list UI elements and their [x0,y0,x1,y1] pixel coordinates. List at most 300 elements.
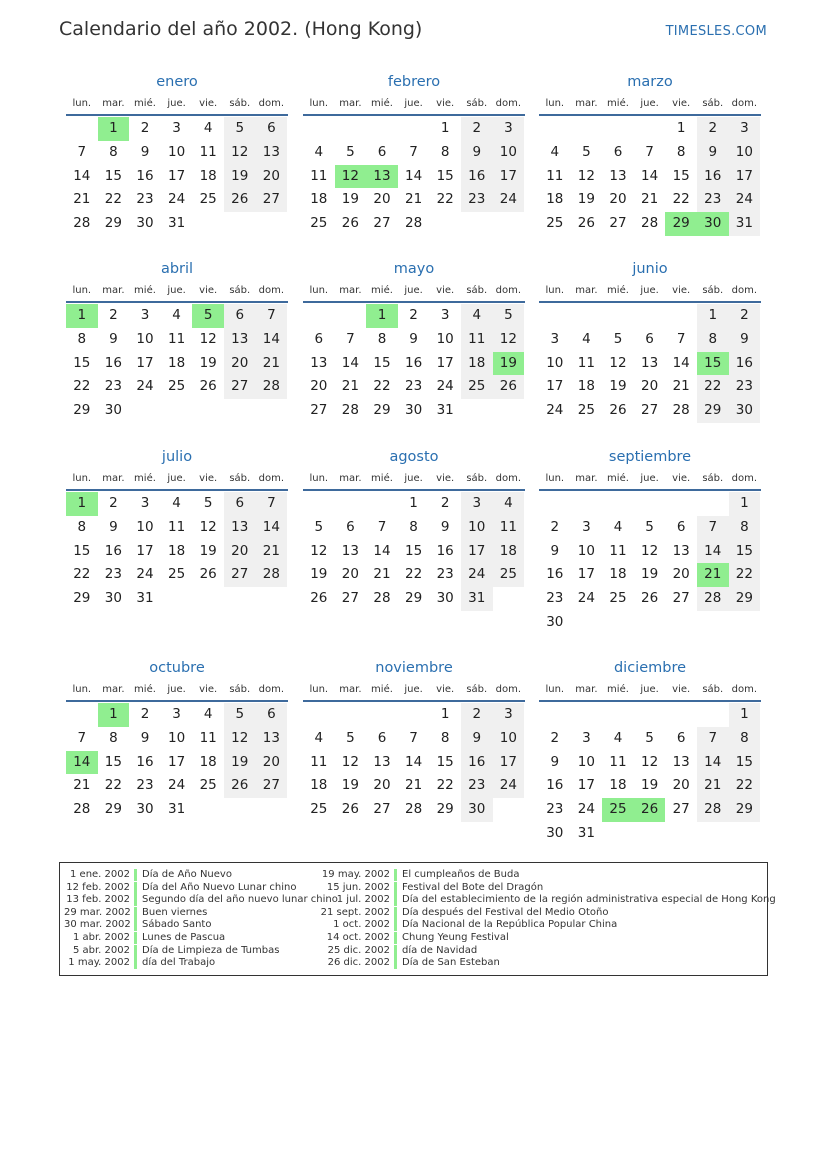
month-abril [66,259,288,423]
weekday-header [539,92,761,116]
weekday-label: mar. [339,472,362,484]
day-cell: 5 [493,304,525,328]
holiday-item [316,894,776,907]
holiday-item [64,894,338,907]
holiday-item [316,907,776,920]
day-cell: 11 [199,729,217,746]
empty-cell [665,304,697,328]
day-cell: 7 [377,518,387,535]
day-cell: 16 [546,566,564,583]
empty-cell [398,117,430,141]
day-cell: 13 [256,727,288,751]
day-cell: 17 [493,751,525,775]
day-cell: 4 [203,706,213,722]
empty-cell [461,399,493,423]
day-cell: 14 [256,516,288,540]
day-cell: 28 [73,801,91,818]
weekday-label: dom. [258,472,285,484]
empty-cell [697,611,729,635]
day-cell: 21 [697,563,729,587]
weekday-label: sáb. [702,472,724,484]
weekday-label: sáb. [229,472,251,484]
day-cell: 26 [341,215,359,232]
week-row [539,727,761,751]
day-cell: 14 [256,328,288,352]
empty-cell [634,703,666,727]
empty-cell [335,304,367,328]
weekday-label: mié. [134,683,156,695]
day-cell: 3 [729,117,761,141]
day-cell: 15 [373,354,391,371]
weekday-label: mar. [575,683,598,695]
week-row [303,563,525,587]
holiday-item [316,869,776,882]
day-cell: 15 [436,753,454,770]
day-cell: 31 [461,587,493,611]
day-cell: 23 [436,566,454,583]
week-row [539,822,761,846]
day-cell: 15 [104,753,122,770]
weekday-label: mar. [102,284,125,296]
day-cell: 15 [404,542,423,559]
day-cell: 2 [461,117,493,141]
day-cell: 18 [577,378,595,395]
day-cell: 16 [546,777,564,794]
weekday-label: mié. [371,284,393,296]
day-cell: 8 [697,328,729,352]
weekday-label: mié. [371,683,393,695]
weekday-label: jue. [167,97,186,109]
day-cell: 23 [729,375,761,399]
holiday-marker [394,907,397,919]
empty-cell [602,822,634,846]
holiday-date: 29 mar. 2002 [64,906,131,918]
day-cell: 5 [203,495,213,511]
weekday-label: jue. [404,683,423,695]
day-cell: 18 [167,542,186,559]
day-cell: 17 [577,777,595,794]
week-row [539,540,761,564]
day-cell: 4 [314,143,324,160]
month-name: noviembre [375,660,453,676]
day-cell: 17 [577,566,595,583]
week-row [539,188,761,212]
day-cell: 15 [104,167,122,184]
day-cell: 1 [98,117,130,141]
weekday-label: lun. [72,683,92,695]
holiday-name: Buen viernes [142,906,208,918]
empty-cell [192,798,224,822]
day-cell: 27 [373,215,391,232]
week-row [539,611,761,635]
empty-cell [303,117,335,141]
week-row [539,117,761,141]
weekday-label: dom. [258,97,285,109]
day-cell: 12 [577,167,595,184]
day-cell: 3 [172,120,181,136]
day-cell: 25 [609,590,627,607]
weekday-label: mié. [134,284,156,296]
day-cell: 8 [77,330,87,347]
day-cell: 28 [373,590,391,607]
day-cell: 23 [461,774,493,798]
day-cell: 26 [493,375,525,399]
weekday-label: vie. [199,472,218,484]
day-cell: 14 [404,753,423,770]
week-row [66,563,288,587]
day-cell: 18 [493,540,525,564]
day-cell: 14 [341,354,359,371]
day-cell: 3 [582,518,591,535]
empty-cell [634,492,666,516]
month-diciembre [539,658,761,846]
weekday-label: dom. [731,683,758,695]
empty-cell [729,822,761,846]
day-cell: 31 [167,215,186,232]
weekday-header [303,279,525,303]
day-cell: 25 [199,777,217,794]
holiday-name: Día del establecimiento de la región administrativa especial de Hong Kong [402,894,776,906]
weekday-header [539,279,761,303]
day-cell: 28 [256,563,288,587]
day-cell: 11 [310,753,328,770]
day-cell: 23 [461,188,493,212]
week-row [539,141,761,165]
holiday-date: 25 dic. 2002 [327,944,390,956]
holiday-item [64,882,338,895]
day-cell: 6 [224,492,256,516]
day-cell: 13 [256,141,288,165]
day-cell: 9 [550,542,560,559]
holiday-name: Día después del Festival del Medio Otoño [402,906,609,918]
day-cell: 6 [256,117,288,141]
day-cell: 29 [729,587,761,611]
weekday-label: sáb. [229,284,251,296]
holiday-name: Día de Año Nuevo [142,869,232,880]
weekday-header [66,92,288,116]
empty-cell [697,492,729,516]
day-cell: 7 [697,516,729,540]
weekday-label: sáb. [466,472,488,484]
weekday-header [303,467,525,491]
day-cell: 21 [404,191,423,208]
holiday-marker [394,894,397,906]
week-row [303,540,525,564]
weekday-label: lun. [545,284,565,296]
holiday-date: 1 ene. 2002 [70,869,130,880]
week-row [539,352,761,376]
brand-link[interactable]: TIMESLES.COM [665,24,767,39]
day-cell: 26 [634,798,666,822]
day-cell: 19 [224,751,256,775]
day-cell: 31 [577,824,595,841]
empty-cell [303,304,335,328]
day-cell: 19 [341,191,359,208]
day-cell: 25 [310,801,328,818]
day-cell: 4 [461,304,493,328]
day-cell: 1 [697,304,729,328]
day-cell: 24 [136,566,154,583]
day-cell: 15 [697,352,729,376]
month-mayo [303,259,525,423]
week-row [303,587,525,611]
weekday-label: lun. [309,284,329,296]
month-agosto [303,447,525,611]
holiday-item [64,945,338,958]
day-cell: 27 [373,801,391,818]
day-cell: 19 [199,354,217,371]
weekday-label: jue. [404,472,423,484]
day-cell: 13 [224,328,256,352]
day-cell: 28 [341,402,359,419]
empty-cell [256,798,288,822]
day-cell: 29 [73,402,91,419]
day-cell: 30 [436,590,454,607]
day-cell: 22 [436,777,454,794]
week-row [303,516,525,540]
weekday-label: jue. [640,472,659,484]
day-cell: 25 [461,375,493,399]
empty-cell [303,492,335,516]
day-cell: 20 [256,165,288,189]
day-cell: 2 [140,120,150,136]
week-row [539,304,761,328]
day-cell: 28 [404,215,423,232]
day-cell: 18 [199,167,217,184]
day-cell: 8 [729,516,761,540]
weekday-label: dom. [258,284,285,296]
weekday-label: mié. [371,97,393,109]
day-cell: 12 [640,542,659,559]
week-row [303,328,525,352]
holiday-name: día de Navidad [402,944,478,956]
weekday-label: mié. [134,97,156,109]
empty-cell [634,117,666,141]
weekday-label: mar. [575,284,598,296]
day-cell: 27 [672,801,690,818]
day-cell: 19 [310,566,328,583]
holiday-item [64,932,338,945]
day-cell: 12 [609,354,627,371]
day-cell: 5 [645,518,654,535]
day-cell: 13 [366,165,398,189]
day-cell: 11 [461,328,493,352]
day-cell: 22 [73,378,91,395]
weekday-label: dom. [258,683,285,695]
holiday-name: Día Nacional de la República Popular China [402,919,618,931]
day-cell: 26 [199,566,217,583]
weekday-label: sáb. [702,683,724,695]
day-cell: 6 [645,330,654,347]
empty-cell [729,611,761,635]
holiday-name: Lunes de Pascua [142,931,226,943]
weekday-label: mar. [339,97,362,109]
day-cell: 12 [310,542,328,559]
day-cell: 22 [729,774,761,798]
day-cell: 14 [404,167,423,184]
week-row [303,399,525,423]
weekday-label: lun. [545,97,565,109]
day-cell: 20 [640,378,659,395]
day-cell: 8 [109,143,118,160]
weekday-label: mar. [102,97,125,109]
weekday-label: vie. [199,97,218,109]
day-cell: 2 [409,307,418,323]
day-cell: 30 [697,212,729,236]
day-cell: 16 [436,542,454,559]
day-cell: 23 [104,566,122,583]
holiday-list-right [316,869,776,970]
weekday-header [303,92,525,116]
day-cell: 11 [609,542,627,559]
day-cell: 28 [256,375,288,399]
day-cell: 12 [199,330,217,347]
week-row [303,141,525,165]
week-row [539,375,761,399]
day-cell: 20 [224,352,256,376]
day-cell: 16 [404,354,423,371]
empty-cell [303,703,335,727]
holiday-name: día del Trabajo [142,957,216,969]
day-cell: 17 [167,753,186,770]
day-cell: 23 [104,378,122,395]
holiday-name: Día del Año Nuevo Lunar chino [142,881,297,893]
day-cell: 7 [645,143,654,160]
weekday-label: jue. [640,284,659,296]
weekday-label: mar. [339,683,362,695]
day-cell: 12 [224,727,256,751]
day-cell: 4 [582,330,591,347]
day-cell: 21 [697,774,729,798]
empty-cell [493,798,525,822]
holiday-item [316,919,776,932]
day-cell: 11 [167,518,186,535]
day-cell: 7 [256,304,288,328]
day-cell: 12 [640,753,659,770]
weekday-label: vie. [672,284,691,296]
day-cell: 13 [310,354,328,371]
day-cell: 25 [167,378,186,395]
weekday-label: dom. [495,683,522,695]
day-cell: 8 [676,143,686,160]
month-junio [539,259,761,423]
day-cell: 16 [104,354,122,371]
weekday-header [539,467,761,491]
weekday-label: mié. [607,97,629,109]
holiday-marker [134,945,137,957]
day-cell: 22 [436,191,454,208]
empty-cell [224,587,256,611]
day-cell: 14 [672,354,690,371]
day-cell: 7 [697,727,729,751]
holiday-marker [394,869,397,881]
month-name: agosto [389,449,439,465]
day-cell: 5 [582,143,591,160]
week-row [539,165,761,189]
day-cell: 7 [256,492,288,516]
day-cell: 20 [341,566,359,583]
empty-cell [256,212,288,236]
week-row [303,798,525,822]
day-cell: 29 [104,801,122,818]
holiday-marker [134,957,137,969]
day-cell: 28 [73,215,91,232]
day-cell: 25 [493,563,525,587]
day-cell: 23 [546,801,564,818]
day-cell: 10 [436,330,454,347]
day-cell: 6 [377,729,387,746]
holiday-list-left [64,869,338,970]
day-cell: 7 [676,330,686,347]
day-cell: 24 [167,191,186,208]
weekday-label: jue. [404,284,423,296]
weekday-label: jue. [167,683,186,695]
day-cell: 5 [346,143,355,160]
day-cell: 29 [73,590,91,607]
empty-cell [192,212,224,236]
day-cell: 16 [729,352,761,376]
holiday-marker [394,957,397,969]
day-cell: 8 [440,729,450,746]
day-cell: 27 [224,375,256,399]
empty-cell [429,212,461,236]
day-cell: 14 [697,540,729,564]
week-row [66,328,288,352]
day-cell: 29 [373,402,391,419]
day-cell: 30 [136,215,154,232]
day-cell: 18 [167,354,186,371]
day-cell: 5 [192,304,224,328]
day-cell: 14 [373,542,391,559]
week-row [303,212,525,236]
week-row [303,304,525,328]
month-name: marzo [627,74,673,90]
day-cell: 20 [256,751,288,775]
holiday-date: 12 feb. 2002 [66,881,130,893]
day-cell: 31 [136,590,154,607]
holiday-name: El cumpleaños de Buda [402,869,520,880]
day-cell: 30 [136,801,154,818]
day-cell: 1 [66,304,98,328]
holiday-date: 1 jul. 2002 [336,894,390,906]
month-septiembre [539,447,761,635]
month-octubre [66,658,288,822]
day-cell: 13 [640,354,659,371]
empty-cell [366,703,398,727]
day-cell: 15 [729,751,761,775]
day-cell: 24 [729,188,761,212]
day-cell: 23 [136,777,154,794]
weekday-label: mié. [607,284,629,296]
weekday-header [66,467,288,491]
day-cell: 16 [461,165,493,189]
day-cell: 25 [199,191,217,208]
day-cell: 26 [310,590,328,607]
weekday-label: sáb. [466,284,488,296]
day-cell: 19 [577,191,595,208]
day-cell: 26 [224,774,256,798]
empty-cell [571,703,603,727]
day-cell: 21 [256,352,288,376]
day-cell: 26 [577,215,595,232]
day-cell: 4 [613,518,623,535]
week-row [66,212,288,236]
day-cell: 25 [577,402,595,419]
day-cell: 8 [440,143,450,160]
day-cell: 4 [550,143,560,160]
day-cell: 12 [335,165,367,189]
page-title: Calendario del año 2002. (Hong Kong) [59,18,423,40]
